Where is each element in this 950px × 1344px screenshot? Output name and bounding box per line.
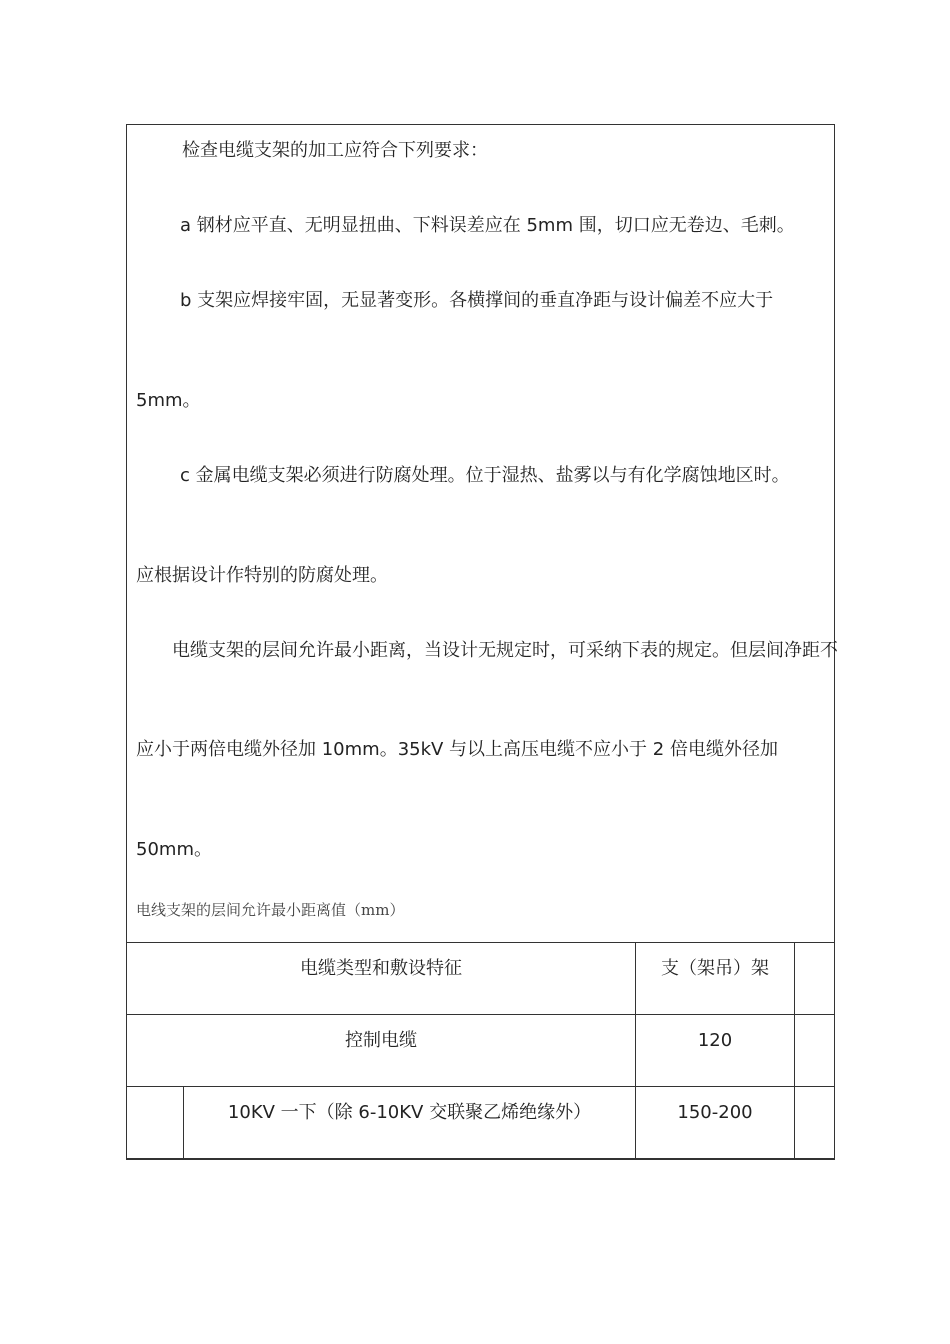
header-support-type: 支（架吊）架 bbox=[661, 958, 769, 979]
paragraph-line1: 电缆支架的层间允许最小距离，当设计无规定时，可采纳下表的规定。但层间净距不 bbox=[172, 640, 838, 661]
item-a-text: a 钢材应平直、无明显扭曲、下料误差应在 5mm 围，切口应无卷边、毛刺。 bbox=[180, 215, 795, 236]
intro-text: 检查电缆支架的加工应符合下列要求： bbox=[182, 140, 488, 161]
header-cable-type: 电缆类型和敷设特征 bbox=[300, 958, 462, 979]
table-bottom-border bbox=[126, 1158, 835, 1160]
item-b-text-line2: 5mm。 bbox=[136, 390, 201, 411]
table-row-divider bbox=[126, 1086, 835, 1087]
table-cell-type: 控制电缆 bbox=[345, 1030, 417, 1051]
table-top-border bbox=[126, 942, 835, 943]
item-b-text-line1: b 支架应焊接牢固，无显著变形。各横撑间的垂直净距与设计偏差不应大于 bbox=[180, 290, 774, 311]
table-cell-value: 150-200 bbox=[677, 1102, 753, 1123]
table-column-divider bbox=[794, 942, 795, 1159]
table-cell-type: 10KV 一下（除 6-10KV 交联聚乙烯绝缘外） bbox=[227, 1102, 592, 1123]
paragraph-line3: 50mm。 bbox=[136, 839, 212, 860]
item-c-text-line1: c 金属电缆支架必须进行防腐处理。位于湿热、盐雾以与有化学腐蚀地区时。 bbox=[180, 465, 790, 486]
item-c-text-line2: 应根据设计作特别的防腐处理。 bbox=[136, 565, 388, 586]
table-caption: 电线支架的层间允许最小距离值（mm） bbox=[136, 901, 405, 919]
table-row-divider bbox=[126, 1014, 835, 1015]
table-cell-value: 120 bbox=[697, 1030, 733, 1051]
paragraph-line2: 应小于两倍电缆外径加 10mm。35kV 与以上高压电缆不应小于 2 倍电缆外径加 bbox=[136, 739, 778, 760]
